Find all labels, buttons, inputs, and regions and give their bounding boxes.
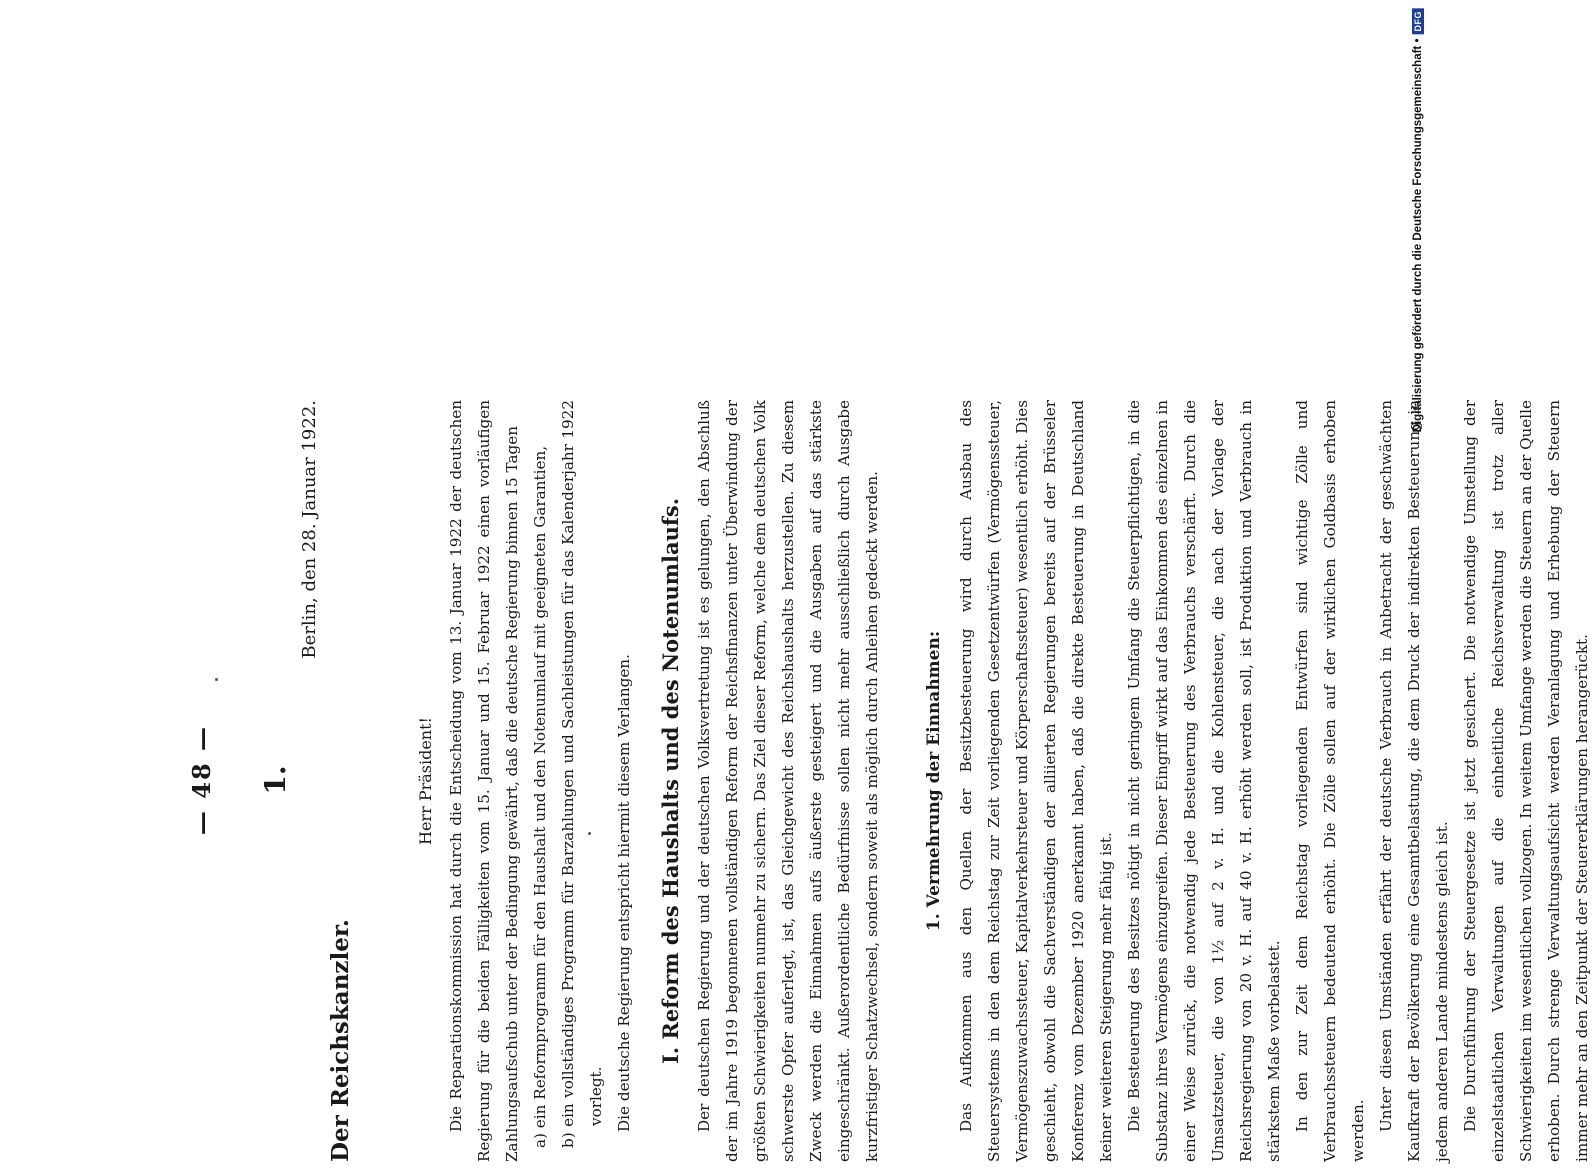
subsection-heading: 1. Vermehrung der Einnahmen: [924,630,944,932]
credit-text: Digitalisierung gefördert durch die Deutsche Forschungsgemeinschaft • [1412,38,1424,433]
document-number: 1. [259,765,292,795]
list-item-a: a) ein Reformprogramm für den Haushalt und den Notenumlauf mit geeigneten Garantien, [531,445,549,1148]
subsection-paragraph-5: Die Durchführung der Steuergesetze ist jetzt gesichert. Die notwendige Umstellung der einzelstaatlichen Verwaltungen auf die einheitliche Reichsverwaltung ist trotz aller Schwierigkeiten im wesentlichen vollzogen. In weitem Umfange werden die Steuern an der Quelle erhoben. Durch strenge Verwaltungsaufsicht werden Veranlagung und Erhebung der Steuern immer mehr an den Zeitpunkt der Steuererklärungen herangerückt. [1461,400,1591,1162]
section-paragraph: Der deutschen Regierung und der deutschen Volksvertretung ist es gelungen, den Abschluß der im Jahre 1919 begonnenen vollständigen Reform der Reichsfinanzen unter Überwindung der größten Schwierigkeiten nunmehr zu sichern. Das Ziel dieser Reform, welche dem deutschen Volk schwerste Opfer auferlegt, ist, das Gleichgewicht des Reichshaushalts herzustellen. Zu diesem Zweck werden die Einnahmen aufs äußerste gesteigert und die Ausgaben auf das stärkste eingeschränkt. Außerordentliche Bedürfnisse sollen nicht mehr ausschließlich durch Ausgabe kurzfristiger Schatzwechsel, sondern soweit als möglich durch Anleihen gedeckt werden. [695,400,881,1162]
date-line: Berlin, den 28. Januar 1922. [299,400,320,659]
document-page [187,390,1591,1170]
section-heading: I. Reform des Haushalts und des Notenumlaufs. [658,497,683,1065]
subsection-paragraph-2: Die Besteuerung des Besitzes nötigt in nicht geringem Umfang die Steuerpflichtigen, in die Substanz ihres Vermögens einzugreifen. Dieser Eingriff wirkt auf das Einkommen des einzelnen in einer Weise zurück, die notwendig jede Besteuerung des Verbrauchs verschärft. Durch die Umsatzsteuer, die von 1½ auf 2 v. H. und die Kohlensteuer, die nach der Vorlage der Reichsregierung von 20 v. H. auf 40 v. H. erhöht werden soll, ist Produktion und Verbrauch in stärkstem Maße vorbelastet. [1125,400,1283,1162]
list-item-b: b) ein vollständiges Programm für Barzahlungen und Sachleistungen für das Kalenderjahr 1922 vorlegt. [559,400,605,1148]
closing-paragraph: Die deutsche Regierung entspricht hiermit diesem Verlangen. [615,654,633,1132]
scan-speck [215,678,218,681]
digitization-credit [1392,8,1432,992]
subsection-paragraph-4: Unter diesen Umständen erfährt der deutsche Verbrauch in Anbetracht der geschwächten Kaufkraft der Bevölkerung eine Gesamtbelastung, die dem Druck der indirekten Besteuerung in jedem anderen Lande mindestens gleich ist. [1377,400,1451,1162]
salutation: Herr Präsident! [416,717,435,845]
subsection-paragraph-3: In den zur Zeit dem Reichstag vorliegenden Entwürfen sind wichtige Zölle und Verbrauchssteuern bedeutend erhöht. Die Zölle sollen auf der wirklichen Goldbasis erhoben werden. [1293,400,1367,1162]
intro-paragraph: Die Reparationskommission hat durch die Entscheidung vom 13. Januar 1922 der deutschen Regierung für die beiden Fälligkeiten vom 15. Januar und 15. Februar 1922 einen vorläufigen Zahlungsaufschub unter der Bedingung gewährt, daß die deutsche Regierung binnen 15 Tagen [447,400,521,1162]
credit-line [1412,8,1424,432]
scan-speck [588,832,591,835]
page-number: — 48 — [187,724,216,836]
subsection-paragraph-1: Das Aufkommen aus den Quellen der Besitzbesteuerung wird durch Ausbau des Steuersystems in den dem Reichstag zur Zeit vorliegenden Gesetzentwürfen (Vermögenssteuer, Vermögenszuwachssteuer, Kapitalverkehrsteuer und Körperschaftssteuer) wesentlich erhöht. Dies geschieht, obwohl die Sachverständigen der alliierten Regierungen bereits auf der Brüsseler Konferenz vom Dezember 1920 anerkannt haben, daß die direkte Besteuerung in Deutschland keiner weiteren Steigerung mehr fähig ist. [957,400,1115,1162]
sender-heading: Der Reichskanzler. [327,919,354,1162]
dfg-logo: DFG [1412,8,1424,35]
